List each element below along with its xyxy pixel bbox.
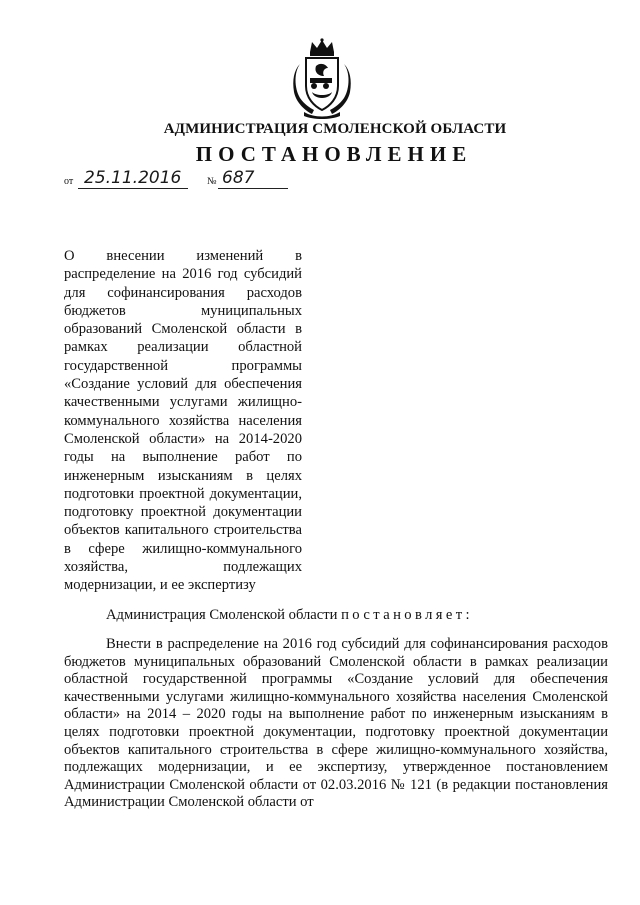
organization-name: АДМИНИСТРАЦИЯ СМОЛЕНСКОЙ ОБЛАСТИ — [163, 121, 507, 137]
preamble-verb: постановляет: — [341, 607, 473, 623]
document-subject: О внесении изменений в распределение на 2016 год субсидий для софинансирования расходов бюджетов муниципальных образований Смоленской области в рамках реализации областной государственной программы «Создание условий для обеспечения качественными услугами жилищно-коммунального хозяйства населения Смоленской области» на 2014-2020 годы на выполнение работ по инженерным изысканиям в целях подготовки проектной документации, подготовку проектной документации объектов капитального строительства в сфере жилищно-коммунального хозяйства, подлежащих модернизации, и ее экспертизу — [64, 248, 302, 594]
date-value: 25.11.2016 — [84, 168, 182, 188]
body-paragraph: Внести в распределение на 2016 год субсидий для софинансирования расходов бюджетов муниципальных образований Смоленской области в рамках реализации областной государственной программы «Создание условий для обеспечения качественными услугами жилищно-коммунального хозяйства населения Смоленской области» на 2014 – 2020 годы на выполнение работ по инженерным изысканиям в целях подготовки проектной документации, подготовку проектной документации объектов капитального строительства в сфере жилищно-коммунального хозяйства, подлежащих модернизации, и ее экспертизу, утвержденное постановлением Администрации Смоленской области от 02.03.2016 № 121 (в редакции постановления Администрации Смоленской области от — [64, 636, 608, 811]
coat-of-arms-icon — [290, 38, 354, 120]
number-prefix-label: № — [207, 176, 217, 187]
date-underline — [78, 188, 188, 189]
date-prefix-label: от — [64, 176, 74, 187]
preamble — [106, 607, 473, 624]
number-underline — [218, 188, 288, 189]
preamble-lead: Администрация Смоленской области — [106, 607, 338, 623]
document-type-title: ПОСТАНОВЛЕНИЕ — [195, 142, 473, 166]
number-value: 687 — [222, 168, 255, 188]
